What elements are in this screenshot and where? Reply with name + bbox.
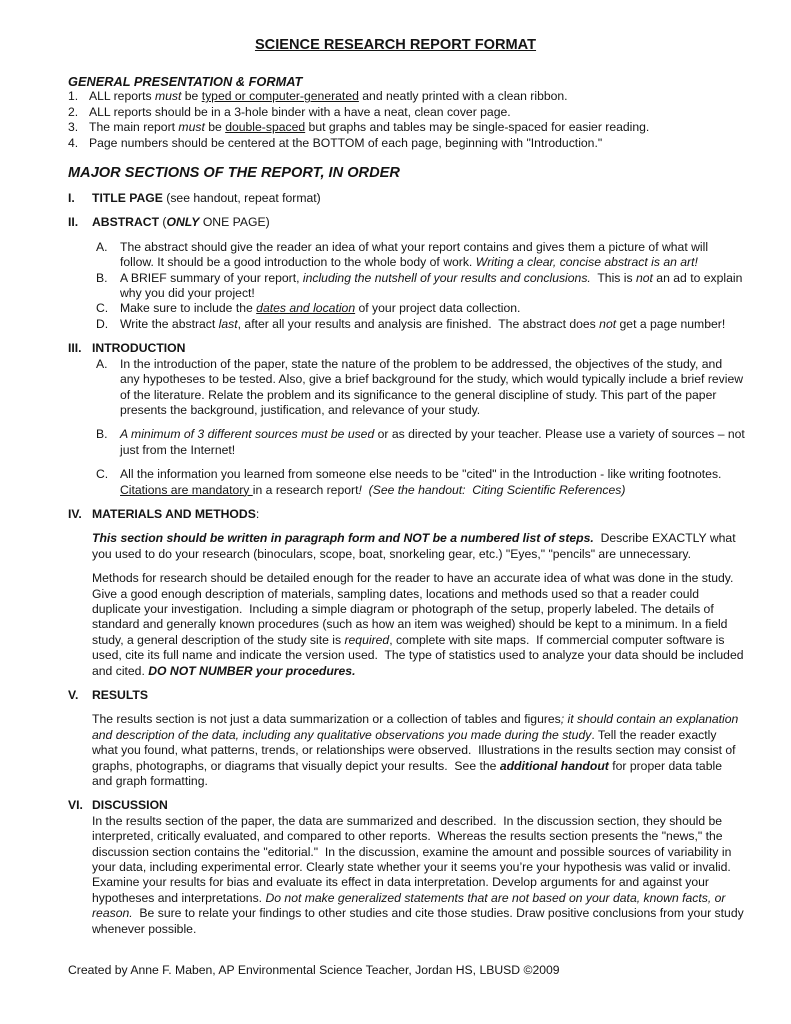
text-run: The results section is not just a data summarization or a collection of tables and figures bbox=[92, 712, 561, 727]
section bbox=[68, 191, 745, 206]
major-sections-heading: MAJOR SECTIONS OF THE REPORT, IN ORDER bbox=[68, 165, 400, 182]
lettered-item bbox=[96, 240, 745, 271]
text-run: dates and location bbox=[256, 301, 356, 316]
text-run: : bbox=[255, 506, 260, 521]
item-letter: B. bbox=[96, 427, 108, 442]
general-item bbox=[68, 136, 745, 151]
text-run: This section should be written in paragraph form and NOT be a numbered list of steps. bbox=[92, 531, 594, 546]
lettered-item bbox=[96, 317, 745, 332]
section bbox=[68, 341, 749, 498]
item-letter: A. bbox=[96, 356, 108, 371]
section-heading bbox=[68, 688, 745, 703]
text-run: but graphs and tables may be single-spaced for easier reading. bbox=[305, 120, 650, 135]
paragraph bbox=[92, 531, 745, 562]
text-run: A minimum of 3 different sources must be used bbox=[120, 427, 375, 442]
text-run: not bbox=[599, 316, 617, 331]
section-numeral: VI. bbox=[68, 798, 83, 813]
general-item-text bbox=[89, 120, 745, 135]
text-run: In the introduction of the paper, state the nature of the problem to be addressed, the objectives of the study, and any hypotheses to be tested. Also, give a brief background for the study, which would typically include a brief review of the literature. Relate the problem and its significance to the general discipline of study. This part of the paper presents the background, justification, and relevance of your study. bbox=[120, 356, 747, 417]
text-run: ABSTRACT bbox=[92, 215, 160, 230]
general-item bbox=[68, 120, 745, 135]
section-title bbox=[92, 215, 745, 230]
text-run: Citations are mandatory bbox=[120, 482, 253, 497]
text-run: Methods for research should be detailed enough for the reader to have an accurate idea of what was done in the study. Give a good enough description of materials, sampling dates, locations and methods used so that a reader could duplicate your investigation. Including a simple diagram or photograph of the setup, properly labeled. The details of standard and generally known procedures (such as how an item was weighed) should be kept to a minimum. In a field study, a general description of the study site is bbox=[92, 571, 737, 647]
paragraph bbox=[92, 813, 748, 937]
section-title bbox=[92, 191, 745, 206]
text-run: . Tell the reader exactly what you found, what patterns, trends, or relationships were observed. Illustrations in the results section may consist of graphs, photographs, or diagrams that visually depict your results. See the bbox=[92, 727, 739, 773]
section-heading bbox=[68, 191, 745, 206]
general-item-number: 3. bbox=[68, 120, 79, 135]
section-numeral: IV. bbox=[68, 506, 82, 521]
text-run: additional handout bbox=[499, 758, 609, 773]
item-text bbox=[120, 301, 745, 316]
lettered-item bbox=[96, 357, 745, 419]
section-title bbox=[92, 507, 745, 522]
text-run: last bbox=[218, 316, 238, 331]
item-text bbox=[120, 271, 745, 302]
general-item bbox=[68, 105, 745, 120]
text-run: must bbox=[154, 89, 182, 104]
text-run: and neatly printed with a clean ribbon. bbox=[358, 89, 568, 104]
section bbox=[68, 507, 745, 679]
text-run: be bbox=[181, 89, 202, 104]
general-list bbox=[68, 89, 745, 151]
lettered-item bbox=[96, 427, 749, 458]
section-title bbox=[92, 341, 745, 356]
lettered-item bbox=[96, 467, 745, 498]
text-run: A BRIEF summary of your report, bbox=[120, 270, 303, 285]
section bbox=[68, 798, 748, 937]
item-letter: B. bbox=[96, 270, 108, 285]
section bbox=[68, 688, 745, 789]
section-heading bbox=[68, 215, 745, 230]
general-item-text bbox=[89, 105, 745, 120]
general-item-number: 4. bbox=[68, 135, 79, 150]
item-text bbox=[120, 240, 745, 271]
text-run: (see handout, repeat format) bbox=[162, 191, 321, 206]
document-title: SCIENCE RESEARCH REPORT FORMAT bbox=[254, 37, 537, 53]
text-run: RESULTS bbox=[92, 688, 148, 702]
text-run: Be sure to relate your findings to other studies and cite those studies. Draw positive conclusions from your study whenever possible. bbox=[92, 906, 748, 936]
general-heading: GENERAL PRESENTATION & FORMAT bbox=[68, 74, 303, 89]
paragraph bbox=[92, 712, 745, 789]
text-run: ALL reports bbox=[89, 89, 155, 104]
section bbox=[68, 215, 745, 332]
general-item bbox=[68, 89, 745, 104]
item-text bbox=[120, 317, 745, 332]
text-run: be bbox=[204, 120, 226, 135]
paragraph bbox=[92, 571, 745, 679]
text-run: In the results section of the paper, the data are summarized and described. In the discussion section, they should be interpreted, critically evaluated, and compared to other reports. Whereas the results section presents the "news," the discussion section contains the "editorial." In the discussion, examine the amount and possible sources of variability in your data, including experimental error. Clearly state whether your it seems you’re your hypothesis was valid or invalid. Examine your results for bias and evaluate its effect in data interpretation. Develop arguments for and against your hypotheses and interpretations. bbox=[92, 813, 735, 905]
text-run: DO NOT NUMBER your procedures. bbox=[148, 663, 356, 678]
text-run: Describe EXACTLY what you used to do your research (binoculars, scope, boat, snorkeling gear, etc.) "Eyes," "pencils" are unnecessary. bbox=[92, 531, 739, 561]
item-text bbox=[120, 357, 745, 419]
text-run: ! (See the handout: Citing Scientific References) bbox=[358, 482, 626, 497]
text-run: of your project data collection. bbox=[355, 301, 521, 316]
text-run: double-spaced bbox=[225, 120, 306, 135]
lettered-item bbox=[96, 271, 745, 302]
item-letter: A. bbox=[96, 239, 108, 254]
general-item-number: 2. bbox=[68, 104, 79, 119]
item-letter: D. bbox=[96, 316, 109, 331]
text-run: required bbox=[344, 632, 390, 647]
section-numeral: III. bbox=[68, 341, 82, 356]
section-heading bbox=[68, 507, 745, 522]
item-text bbox=[120, 427, 749, 458]
text-run: Writing a clear, concise abstract is an art! bbox=[475, 255, 698, 270]
text-run: , complete with site maps. If commercial computer software is used, cite its full name and indicate the version used. The type of statistics used to analyze your data should be included and cited. bbox=[92, 632, 747, 678]
item-text bbox=[120, 467, 745, 498]
text-run: This is bbox=[590, 270, 636, 285]
text-run: , after all your results and analysis are finished. The abstract does bbox=[237, 316, 600, 331]
general-item-number: 1. bbox=[68, 89, 79, 104]
section-numeral: I. bbox=[68, 191, 75, 206]
text-run: not bbox=[635, 270, 653, 285]
text-run: All the information you learned from someone else needs to be "cited" in the Introduction - like writing footnotes. bbox=[120, 467, 729, 482]
text-run: ; it should contain an explanation and description of the data, including any qualitative observations you made during the study bbox=[92, 712, 742, 742]
text-run: or as directed by your teacher. Please use a variety of sources – not just from the Internet! bbox=[120, 427, 749, 457]
section-heading bbox=[68, 341, 745, 356]
sections-container bbox=[68, 191, 749, 937]
text-run: an ad to explain why you did your project! bbox=[120, 270, 746, 301]
text-run: for proper data table and graph formatting. bbox=[92, 758, 726, 789]
text-run: Write the abstract bbox=[120, 316, 219, 331]
text-run: including the nutshell of your results and conclusions. bbox=[302, 270, 591, 285]
section-title bbox=[92, 688, 745, 703]
text-run: INTRODUCTION bbox=[92, 341, 186, 356]
text-run: Do not make generalized statements that are not based on your data, known facts, or reason. bbox=[92, 890, 729, 921]
text-run: Page numbers should be centered at the BOTTOM of each page, beginning with "Introduction." bbox=[89, 135, 603, 150]
section-numeral: II. bbox=[68, 215, 79, 230]
item-letter: C. bbox=[96, 301, 109, 316]
general-item-text bbox=[89, 89, 745, 104]
text-run: The main report bbox=[89, 120, 179, 135]
text-run: ONLY bbox=[166, 215, 200, 230]
section-heading bbox=[68, 798, 745, 813]
section-numeral: V. bbox=[68, 688, 79, 702]
text-run: must bbox=[178, 120, 205, 135]
text-run: DISCUSSION bbox=[92, 798, 168, 813]
text-run: in a research report bbox=[252, 482, 359, 497]
section-title bbox=[92, 798, 745, 813]
text-run: ( bbox=[159, 215, 167, 230]
text-run: Make sure to include the bbox=[120, 301, 257, 316]
text-run: typed or computer-generated bbox=[201, 89, 359, 104]
text-run: get a page number! bbox=[616, 316, 726, 331]
lettered-item bbox=[96, 301, 745, 316]
general-item-text bbox=[89, 136, 745, 151]
item-letter: C. bbox=[96, 467, 109, 482]
text-run: The abstract should give the reader an idea of what your report contains and gives them a picture of what will follow. It should be a good introduction to the whole body of work. bbox=[120, 239, 712, 270]
text-run: ALL reports should be in a 3-hole binder with a have a neat, clean cover page. bbox=[89, 104, 511, 119]
footer-credit: Created by Anne F. Maben, AP Environmental Science Teacher, Jordan HS, LBUSD ©2009 bbox=[68, 963, 560, 978]
text-run: ONE PAGE) bbox=[199, 215, 270, 230]
text-run: TITLE PAGE bbox=[92, 191, 163, 206]
text-run: MATERIALS AND METHODS bbox=[92, 506, 256, 521]
